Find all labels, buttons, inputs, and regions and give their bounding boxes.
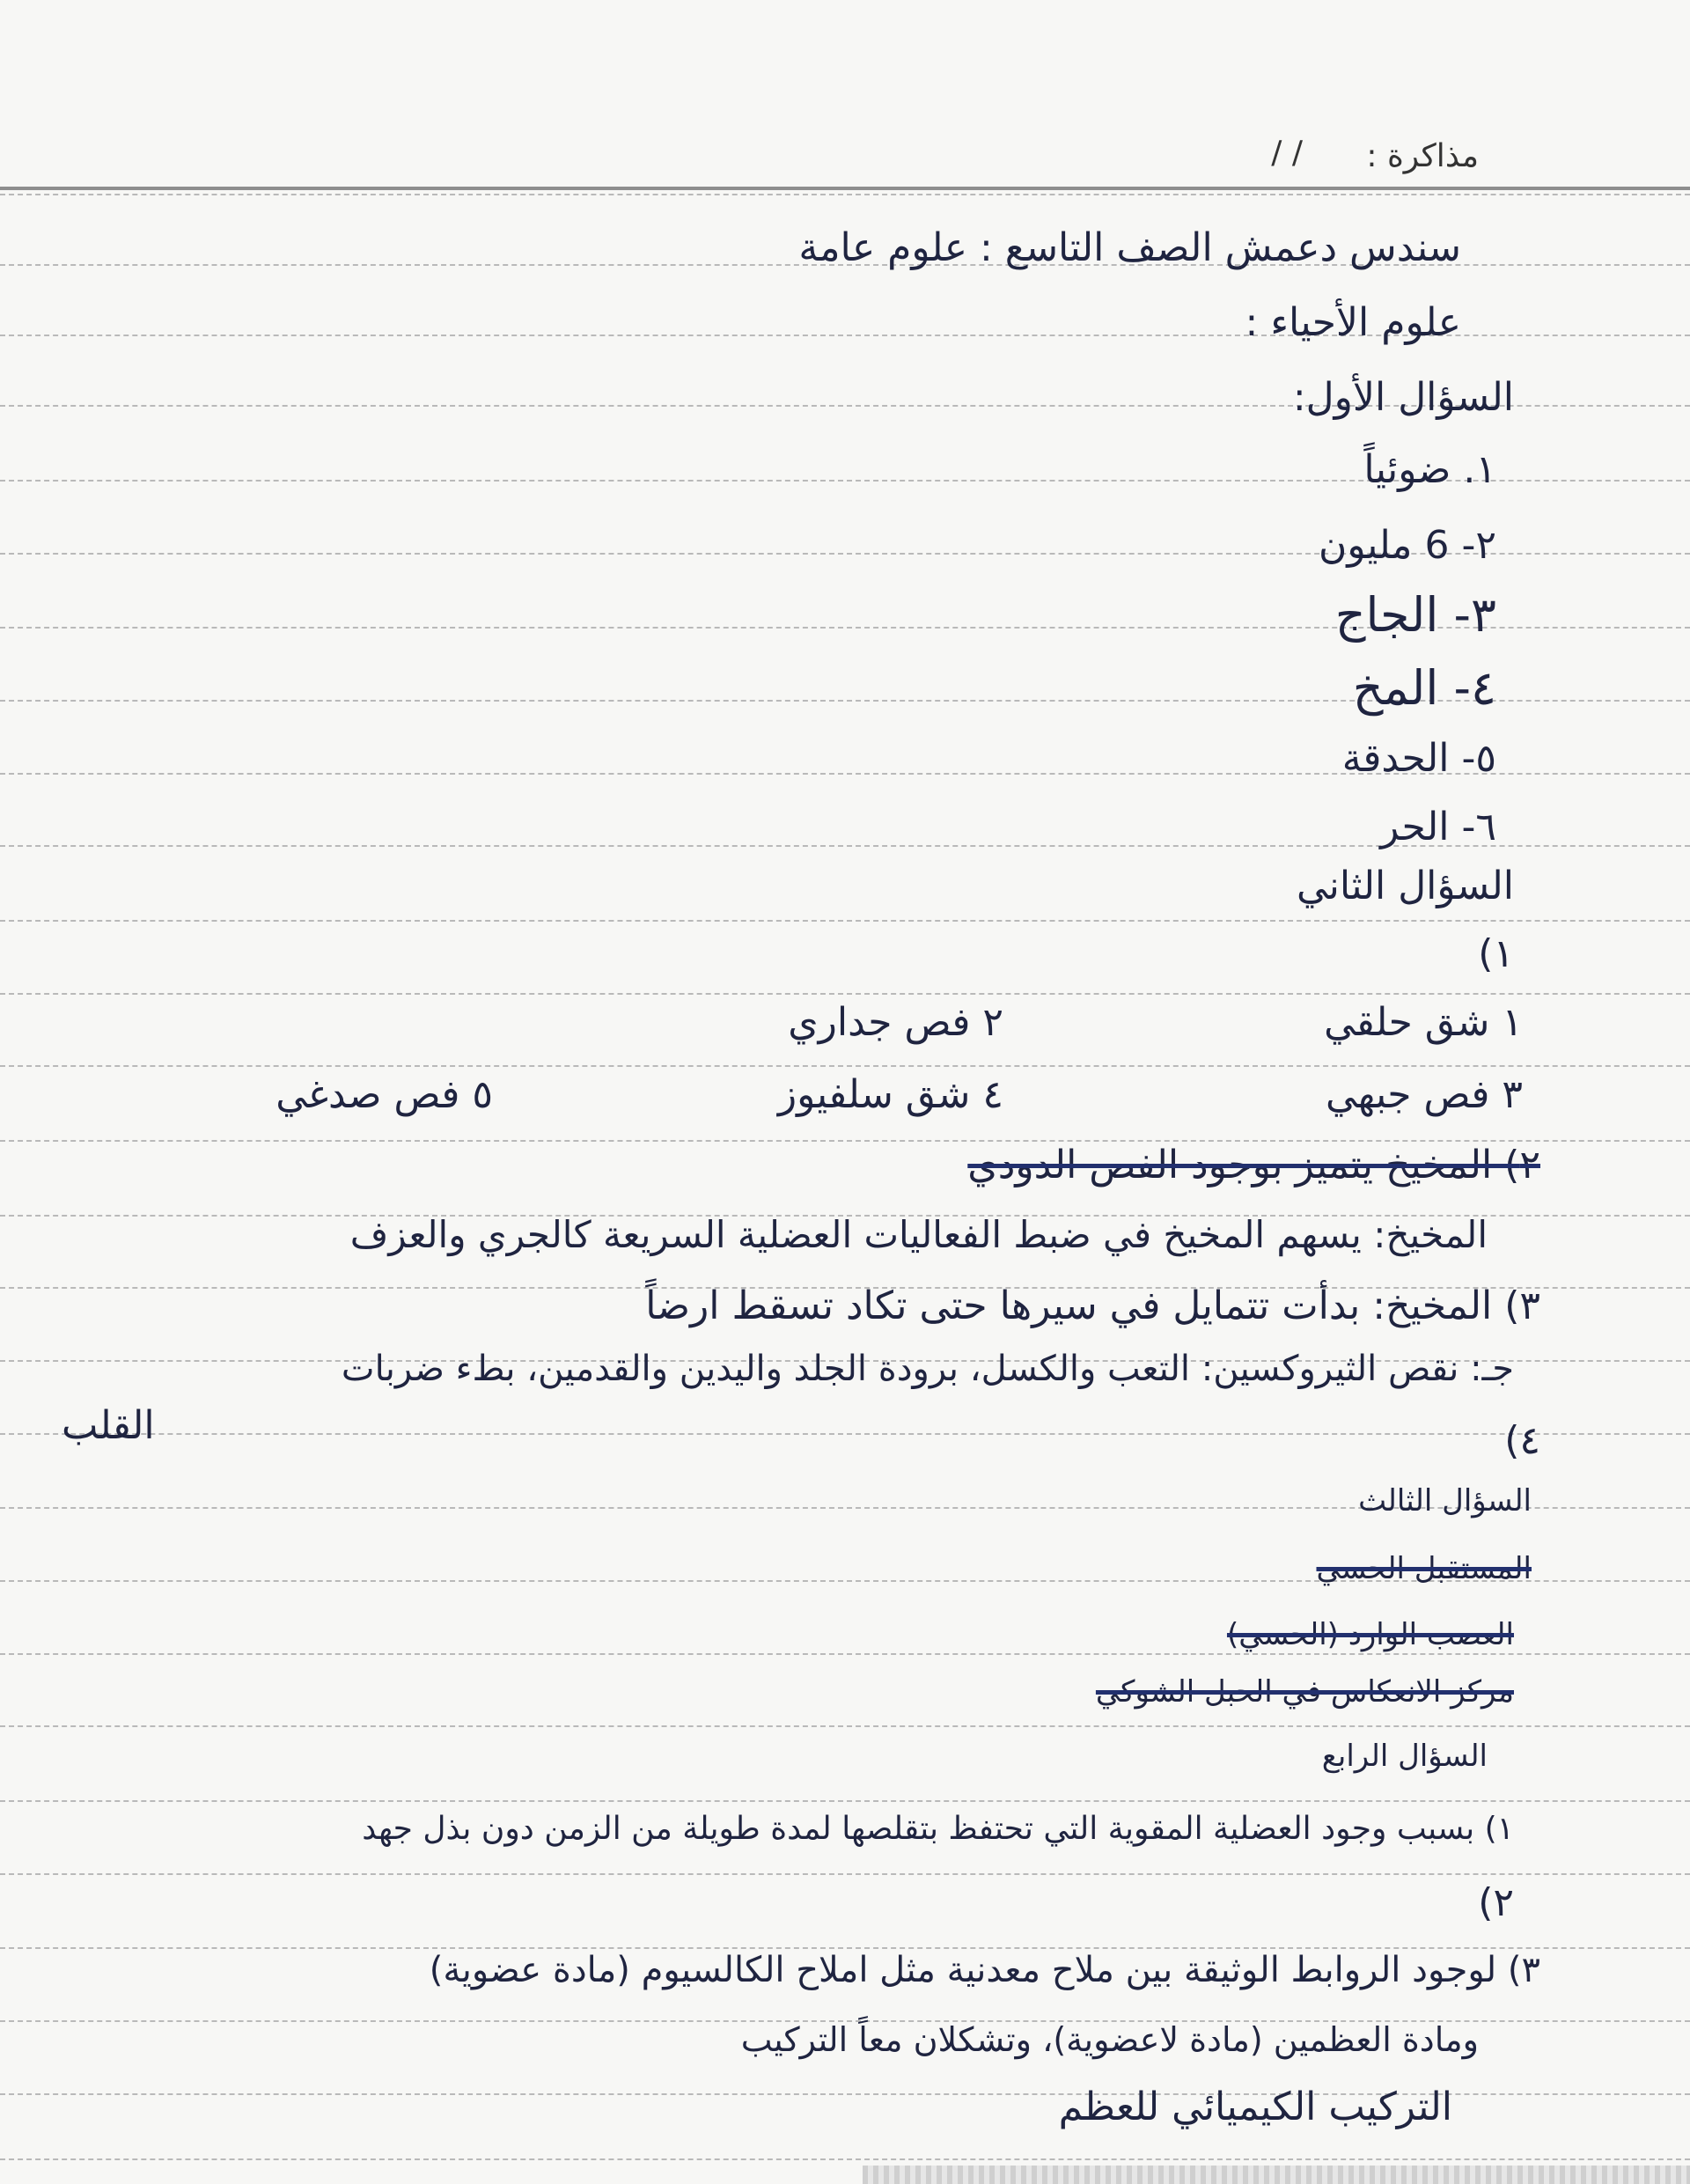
- ruled-line: [0, 1947, 1690, 1949]
- q1-heading: السؤال الأول:: [1292, 375, 1514, 420]
- q2-item-3: ٣ فص جبهي: [1326, 1072, 1523, 1117]
- q2-part-1: ١): [1478, 931, 1514, 976]
- student-title: سندس دعمش الصف التاسع : علوم عامة: [798, 225, 1461, 270]
- q2-item-2: ٢ فص جداري: [788, 1000, 1003, 1045]
- q2-j-line-cont: القلب: [62, 1403, 155, 1448]
- q1-answer-5: ٥- الحدقة: [1341, 736, 1496, 781]
- q2-item-1: ١ شق حلقي: [1324, 1000, 1523, 1045]
- memo-label: مذاكرة :: [1366, 138, 1479, 174]
- q3-struck-2: العصب الوارد (الحسي): [1226, 1617, 1514, 1652]
- q4-answer-3-line-1: ٣) لوجود الروابط الوثيقة بين ملاح معدنية مثل املاح الكالسيوم (مادة عضوية): [429, 1950, 1540, 1990]
- q2-j-line: جـ: نقص الثيروكسين: التعب والكسل، برودة الجلد واليدين والقدمين، بطء ضربات: [341, 1349, 1514, 1389]
- ruled-line: [0, 920, 1690, 922]
- q2-item-4: ٤ شق سلفيوز: [777, 1072, 1003, 1117]
- q2-heading: السؤال الثاني: [1296, 864, 1514, 908]
- q4-answer-1: ١) بسبب وجود العضلية المقوية التي تحتفظ بتقلصها لمدة طويلة من الزمن دون بذل جهد: [362, 1811, 1514, 1847]
- ruled-line: [0, 1725, 1690, 1727]
- q3-struck-3: مركز الانعكاس في الحبل الشوكي: [1095, 1674, 1514, 1710]
- q2-part-2-struck: ٢) المخيخ يتميز بوجود الفص الدودي: [967, 1143, 1540, 1188]
- q2-cerebellum-line: المخيخ: يسهم المخيخ في ضبط الفعاليات العضلية السريعة كالجري والعزف: [349, 1213, 1488, 1256]
- scan-edge: [863, 2166, 1690, 2184]
- q4-answer-3-line-2: ومادة العظمين (مادة لاعضوية)، وتشكلان معاً التركيب: [740, 2020, 1479, 2059]
- ruled-line: [0, 1653, 1690, 1655]
- subject-heading: علوم الأحياء :: [1245, 300, 1461, 345]
- q4-answer-2: ٢): [1478, 1880, 1514, 1925]
- q1-answer-3: ٣- الجاج: [1334, 587, 1496, 643]
- q4-answer-3-line-3: التركيب الكيميائي للعظم: [1058, 2085, 1452, 2129]
- q1-answer-6: ٦- الحر: [1380, 805, 1496, 849]
- q1-answer-1: ١. ضوئياً: [1363, 447, 1496, 492]
- date-separator: / /: [1271, 135, 1303, 171]
- q3-heading: السؤال الثالث: [1358, 1483, 1532, 1519]
- ruled-line: [0, 1873, 1690, 1875]
- q1-answer-4: ٤- المخ: [1352, 660, 1496, 716]
- q2-part-3: ٣) المخيخ: بدأت تتمايل في سيرها حتى تكاد تسقط ارضاً: [645, 1283, 1540, 1328]
- ruled-line: [0, 1140, 1690, 1142]
- ruled-line: [0, 194, 1690, 195]
- q2-part-4: ٤): [1504, 1418, 1540, 1463]
- ruled-line: [0, 1433, 1690, 1435]
- q2-item-5: ٥ فص صدغي: [276, 1072, 493, 1117]
- q4-heading: السؤال الرابع: [1321, 1739, 1488, 1774]
- header-divider: [0, 187, 1690, 190]
- ruled-line: [0, 2158, 1690, 2160]
- q1-answer-2: ٢- 6 مليون: [1319, 523, 1496, 568]
- ruled-line: [0, 993, 1690, 995]
- ruled-line: [0, 1065, 1690, 1067]
- ruled-line: [0, 1800, 1690, 1802]
- q3-struck-1: المستقبل الحسي: [1316, 1551, 1532, 1586]
